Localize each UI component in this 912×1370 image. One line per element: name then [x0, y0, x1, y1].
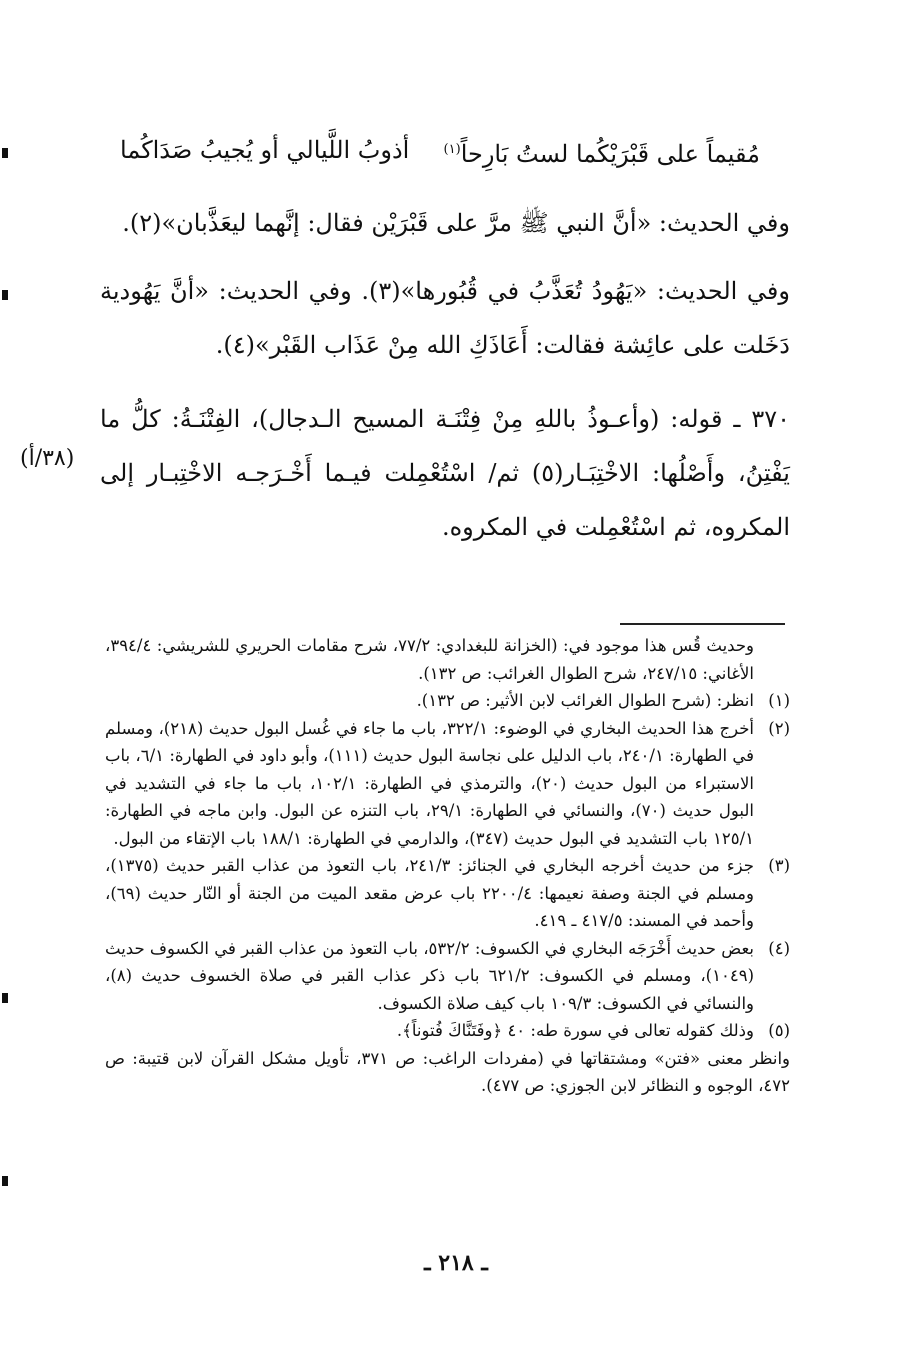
paragraph: وفي الحديث: «أنَّ النبي ﷺ مرَّ على قَبْرَيْن فقال: إنَّهما ليعَذَّبان»(٢). [122, 209, 790, 237]
margin-mark [2, 148, 8, 158]
footnote-continuation: وحديث قُس هذا موجود في: (الخزانة للبغدادي: ٧٧/٢، شرح مقامات الحريري للشريشي: ٣٩٤/٤، الأغاني: ٢٤٧/١٥، شرح الطوال الغرائب: ص ١٣٢). [105, 636, 755, 683]
footnote: (٢) أخرج هذا الحديث البخاري في الوضوء: ٣٢٢/١، باب ما جاء في غُسل البول حديث (٢١٨)، ومسلم في الطهارة: ٢٤٠/١، باب الدليل على نجاسة البول حديث (١١١)، وأبو داود في الطهارة: ٦/١، باب الاستبراء من البول حديث (٢٠)، والترمذي في الطهارة: ١٠٢/١، باب ما جاء في التشديد في البول حديث (٧٠)، والنسائي في الطهارة: ٢٩/١، باب التنزه عن البول. وابن ماجه في الطهارة: ١٢٥/١ باب التشديد في البول حديث (٣٤٧)، والدارمي في الطهارة: ١٨٨/١ باب الإتقاء من البول. [105, 718, 790, 848]
footnote: (١) انظر: (شرح الطوال الغرائب لابن الأثير: ص ١٣٢). [416, 691, 790, 710]
margin-mark [2, 290, 8, 300]
footnotes [105, 632, 790, 1100]
paragraph: وفي الحديث: «يَهُودُ تُعَذَّبُ في قُبُورها»(٣). وفي الحديث: «أنَّ يَهُودية دَخَلت على عائِشة فقالت: أَعَاذَكِ الله مِنْ عَذَاب القَبْر»(٤). [100, 277, 790, 359]
footnote-separator [620, 623, 785, 625]
poetry-verse [120, 130, 760, 174]
footnote-continuation: وانظر معنى «فتن» ومشتقاتها في (مفردات الراغب: ص ٣٧١، تأويل مشكل القرآن لابن قتيبة: ص ٤٧٢، الوجوه و النظائر لابن الجوزي: ص ٤٧٧). [105, 1048, 790, 1095]
footnote: (٤) بعض حديث أَخْرَجَه البخاري في الكسوف: ٥٣٢/٢، باب التعوذ من عذاب القبر في الكسوف حديث (١٠٤٩)، ومسلم في الكسوف: ٦٢١/٢ باب ذكر عذاب القبر في صلاة الخسوف حديث (٨)، والنسائي في الكسوف: ١٠٩/٣ باب كيف صلاة الكسوف. [105, 938, 790, 1013]
page-number: ـ ٢١٨ ـ [424, 1250, 488, 1276]
footnote: (٣) جزء من حديث أخرجه البخاري في الجنائز: ٢٤١/٣، باب التعوذ من عذاب القبر حديث (١٣٧٥)، ومسلم في الجنة وصفة نعيمها: ٢٢٠٠/٤ باب عرض مقعد الميت من الجنة أو النّار حديث (٦٩)، وأحمد في المسند: ٤١٧/٥ ـ ٤١٩. [105, 856, 790, 930]
margin-mark [2, 1176, 8, 1186]
verse-first-hemistich: مُقيماً على قَبْرَيْكُما لستُ بَارِحاً$^{(١)}$ [443, 140, 760, 168]
main-text [100, 196, 790, 554]
paragraph: ٣٧٠ ـ قوله: (وأعـوذُ باللهِ مِنْ فِتْنَـة المسيح الـدجال)، الفِتْنَـةُ: كلُّ ما يَفْتِنُ، وأَصْلُها: الاخْتِبَـار(٥) ثم/ اسْتُعْمِلت فيـما أَخْـرَجـه الاخْتِبـار إلى المكروه، ثم اسْتُعْمِلت في المكروه. [100, 405, 790, 541]
margin-mark [2, 993, 8, 1003]
footnote: (٥) وذلك كقوله تعالى في سورة طه: ٤٠ ﴿وفَتَنَّاكَ فُتوناً﴾. [396, 1021, 790, 1040]
verse-second-hemistich: أذوبُ اللَّيالي أو يُجيبُ صَدَاكُما [120, 136, 410, 164]
manuscript-folio-ref: (٣٨/أ) [20, 446, 75, 471]
